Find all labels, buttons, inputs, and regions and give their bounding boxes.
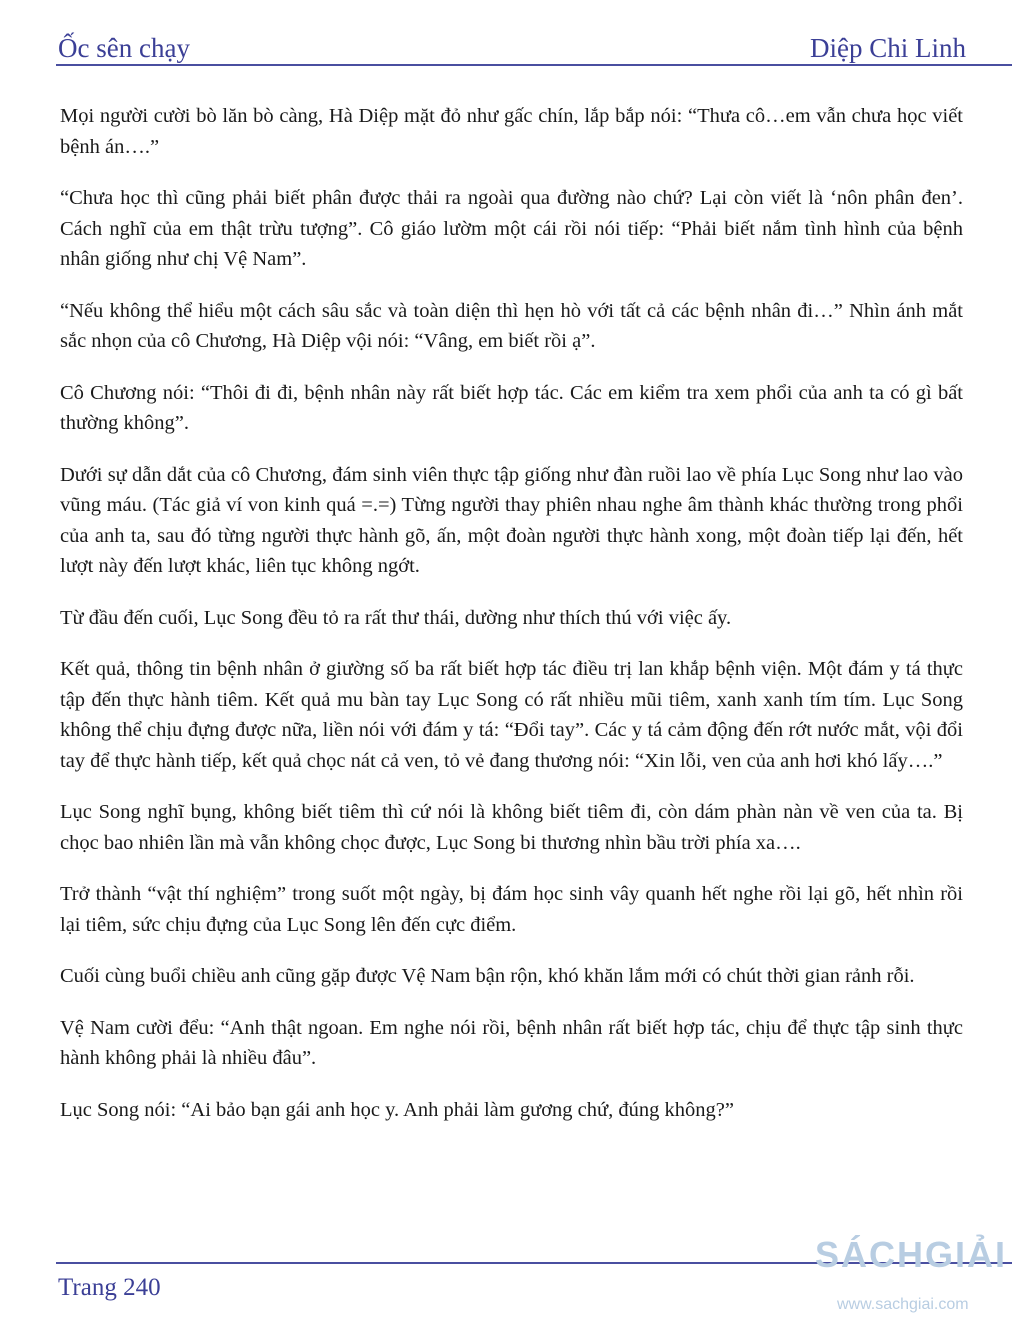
paragraph: Lục Song nói: “Ai bảo bạn gái anh học y. Anh phải làm gương chứ, đúng không?” <box>60 1098 734 1121</box>
paragraph: Từ đầu đến cuối, Lục Song đều tỏ ra rất thư thái, dường như thích thú với việc ấy. <box>60 606 732 629</box>
page-number: Trang 240 <box>58 1274 161 1301</box>
paragraph: Cuối cùng buổi chiều anh cũng gặp được Vệ Nam bận rộn, khó khăn lắm mới có chút thời gian rảnh rỗi. <box>60 965 915 987</box>
paragraph: Kết quả, thông tin bệnh nhân ở giường số ba rất biết hợp tác điều trị lan khắp bệnh viện. Một đám y tá thực tập đến thực hành tiêm. Kết quả mu bàn tay Lục Song có rất nhiều mũi tiêm, xanh xanh tím tím. Lục Song không thể chịu đựng được nữa, liền nói với đám y tá: “Đổi tay”. Các y tá cảm động đến rớt nước mắt, vội đổi tay để thực hành tiếp, kết quả chọc nát cả ven, tỏ vẻ đang thương nói: “Xin lỗi, ven của anh hơi khó lấy….” <box>60 658 963 772</box>
paragraph: Mọi người cười bò lăn bò càng, Hà Diệp mặt đỏ như gấc chín, lắp bắp nói: “Thưa cô…em vẫn chưa học viết bệnh án….” <box>60 105 963 158</box>
author-name: Diệp Chi Linh <box>810 33 966 63</box>
page-body <box>60 101 963 1146</box>
paragraph: Dưới sự dẫn dắt của cô Chương, đám sinh viên thực tập giống như đàn ruồi lao về phía Lục Song như lao vào vũng máu. (Tác giả ví von kinh quá =.=) Từng người thay phiên nhau nghe âm thành khác thường trong phổi của anh ta, sau đó từng người thực hành gõ, ấn, một đoàn người thực hành xong, một đoàn tiếp lại đến, hết lượt này đến lượt khác, liên tục không ngớt. <box>60 463 963 577</box>
paragraph: Vệ Nam cười đểu: “Anh thật ngoan. Em nghe nói rồi, bệnh nhân rất biết hợp tác, chịu để thực tập sinh thực hành không phải là nhiều đâu”. <box>60 1016 963 1069</box>
watermark <box>815 1232 1020 1322</box>
book-title: Ốc sên chạy <box>58 33 190 63</box>
paragraph: Cô Chương nói: “Thôi đi đi, bệnh nhân này rất biết hợp tác. Các em kiểm tra xem phổi của anh ta có gì bất thường không”. <box>60 381 963 434</box>
header-divider <box>56 64 1012 66</box>
paragraph: “Nếu không thể hiểu một cách sâu sắc và toàn diện thì hẹn hò với tất cả các bệnh nhân đi…” Nhìn ánh mắt sắc nhọn của cô Chương, Hà Diệp vội nói: “Vâng, em biết rồi ạ”. <box>60 299 963 352</box>
page-header <box>58 24 966 64</box>
paragraph: Lục Song nghĩ bụng, không biết tiêm thì cứ nói là không biết tiêm đi, còn dám phàn nàn về ven của ta. Bị chọc bao nhiên lần mà vẫn không chọc được, Lục Song bi thương nhìn bầu trời phía xa…. <box>60 801 963 854</box>
paragraph: Trở thành “vật thí nghiệm” trong suốt một ngày, bị đám học sinh vây quanh hết nghe rồi lại gõ, hết nhìn rồi lại tiêm, sức chịu đựng của Lục Song lên đến cực điểm. <box>60 883 963 936</box>
watermark-logo: SÁCHGIẢI <box>815 1234 1008 1275</box>
paragraph: “Chưa học thì cũng phải biết phân được thải ra ngoài qua đường nào chứ? Lại còn viết là ‘nôn phân đen’. Cách nghĩ của em thật trừu tượng”. Cô giáo lườm một cái rồi nói tiếp: “Phải biết nắm tình hình của bệnh nhân giống như chị Vệ Nam”. <box>60 187 963 270</box>
watermark-url: www.sachgiai.com <box>837 1296 969 1313</box>
